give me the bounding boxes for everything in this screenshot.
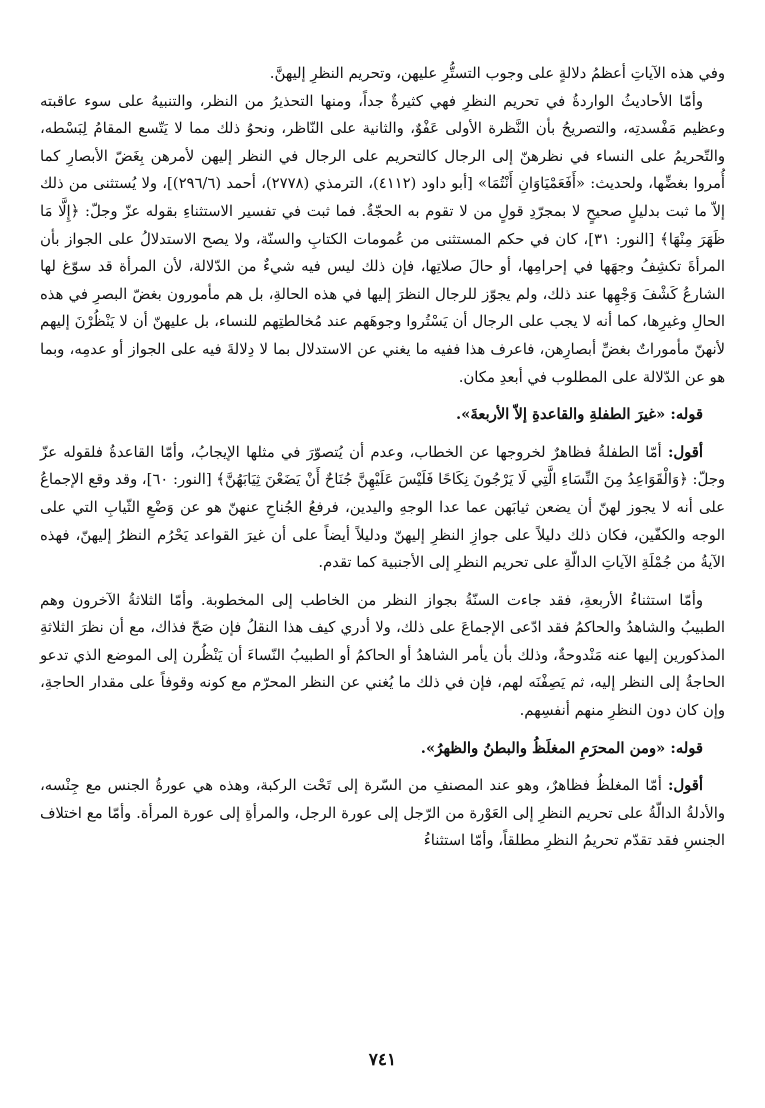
paragraph-text: وأمّا استثناءُ الأربعةِ، فقد جاءت السنّةُ بجواز النظر من الخاطب إلى المخطوبة. وأمّا الثلاثةُ الآخرون وهم الطبيبُ والشاهدُ والحاكمُ فقد ادّعى الإجماعَ على ذلك، ولا أدري كيف هذا النقلُ فإن صَحّ فذاك، مع أن نظرَ الثلاثةِ المذكورين إليها عنه مَنْدوحةٌ، وذلك بأن يأمر الشاهدُ أو الحاكمُ أو الطبيبُ النّساءَ أن يَنْظُرن إلى الموضع الذي تدعو الحاجةُ إلى النظر إليه، ثم يَصِفْنَه لهم، فإن في ذلك ما يُغني عن النظر المحرّم مع كونه وقوفاً على مقدار الحاجةِ، وإن كان دون النظرِ منهم أنفسِهم.: [40, 591, 725, 720]
commentary-lead: أقول:: [667, 777, 703, 795]
paragraph-text: أمّا الطفلةُ فظاهرٌ لخروجها عن الخطاب، وعدم أن يُتصوّرَ في مثلها الإيجابُ، وأمّا القاعدةُ فلقوله عزّ وجلّ: ﴿وَالْقَوَاعِدُ مِنَ النِّسَاءِ الَّتِي لَا يَرْجُونَ نِكَاحًا فَلَيْسَ عَلَيْهِنَّ جُنَاحٌ أَنْ يَضَعْنَ ثِيَابَهُنَّ﴾ [النور: ٦٠]، وقد وقع الإجماعُ على أنه لا يجوز لهنّ أن يضعن ثيابَهن عما عدا الوجهِ واليدين، فرفعُ الجُناحِ عنهنّ هو عن وَضْعِ الثّيابِ التي على الوجه والكفّين، فكان ذلك دليلاً على جوازِ النظرِ إليهنّ ودليلاً أيضاً على أن غيرَ القواعد يَحْرُم النظرُ إليهنّ، فهذه الآيةُ من جُمْلَةِ الآياتِ الدالّةِ على تحريم النظرِ إلى الأجنبية كما تقدم.: [40, 443, 725, 572]
quote-text: «غيرَ الطفلةِ والقاعدةِ إلاّ الأربعةَ».: [455, 406, 671, 424]
paragraph-text: أمّا المغلظُ فظاهرٌ، وهو عند المصنفِ من السّرة إلى تَحْت الركبة، وهذه هي عورةُ الجنس مع جِنْسه، والأدلةُ الدالّةُ على تحريم النظرِ إلى العَوْرة من الرّجل إلى عورة الرجل، والمرأةِ إلى عورة المرأة. وأمّا مع اختلاف الجنسِ فقد تقدّم تحريمُ النظرِ مطلقاً، وأمّا استثناءُ: [40, 777, 725, 850]
paragraph-child-elderly-commentary: [40, 439, 725, 577]
commentary-lead: أقول:: [667, 443, 703, 461]
quote-heading-child-elderly: [40, 401, 725, 429]
paragraph-text: وفي هذه الآياتِ أعظمُ دلالةٍ على وجوب التستُّرِ عليهن، وتحريم النظرِ إليهنَّ.: [269, 65, 725, 82]
page-body: [40, 60, 725, 855]
quote-heading-forbidden-parts: [40, 735, 725, 763]
quote-lead: قوله:: [670, 739, 703, 757]
quote-text: «ومن المحرَمِ المغلَظُ والبطنُ والظهرُ».: [420, 739, 671, 757]
paragraph-hadith-evidence: [40, 88, 725, 392]
paragraph-text: وأمّا الأحاديثُ الواردةُ في تحريم النظرِ فهي كثيرةٌ جداً، ومنها التحذيرُ من النظر، والتنبيهُ على سوء عاقبته وعظيم مَفْسدتِه، والتصريحُ بأن النَّظرة الأولى عَفْوٌ، والثانية على النّاظر، ونحوُ ذلك مما لا يَتّسع المقامُ لِبَسْطه، والتّحريمُ على النساء في نظرهنّ إلى الرجال كالتحريم على الرجال في النظر إليهن لأمرهن بِغَضّ الأبصارِ كما أُمروا بغضِّها، ولحديث: «أَفَعَمْيَاوَانِ أَنْتُمَا» [أبو داود (٤١١٢)، الترمذي (٢٧٧٨)، أحمد (٢٩٦/٦)]، ولا يُستثنى من ذلك إلاّ ما ثبت بدليلٍ صحيحٍ لا بمجرّدِ قولٍ من لا تقوم به الحجّةُ. فما ثبت في تفسير الاستثناءِ بقوله عزّ وجلّ: ﴿إِلَّا مَا ظَهَرَ مِنْهَا﴾ [النور: ٣١]، كان في حكم المستثنى من عُمومات الكتابِ والسنّة، ولا يصح الاستدلالُ على الجواز بأن المرأةَ تكشِفُ وجهَها في إحرامِها، أو حالَ صلاتِها، فإن ذلك ليس فيه شيءٌ من الدّلالة، لأن المرأة قد سوّغ لها الشارعُ كَشْفَ وَجْهِها عند ذلك، ولم يجوّز للرجال النظرَ إليها في هذه الحالةِ، بل هم مأمورون بغضّ البصرِ في هذه الحالِ وغيرِها، كما أنه لا يجب على الرجال أن يَسْتُروا وجوهَهم عند مُخالطتِهم للنساء، بل عليهنّ أن لا يَنْظُرْنَ إليهم لأنهنّ مأموراتٌ بغضِّ أبصارِهن، فاعرف هذا ففيه ما يغني عن الاستدلال بما لا دِلالةَ فيه على الجواز أو عدمِه، وبما هو عن الدّلالة على المطلوب في أبعدِ مكان.: [40, 92, 725, 386]
page-number: ٧٤١: [368, 1050, 397, 1070]
paragraph-verses-conclusion: [40, 60, 725, 88]
paragraph-forbidden-parts-commentary: [40, 772, 725, 855]
paragraph-four-exceptions: [40, 587, 725, 725]
quote-lead: قوله:: [670, 406, 703, 424]
